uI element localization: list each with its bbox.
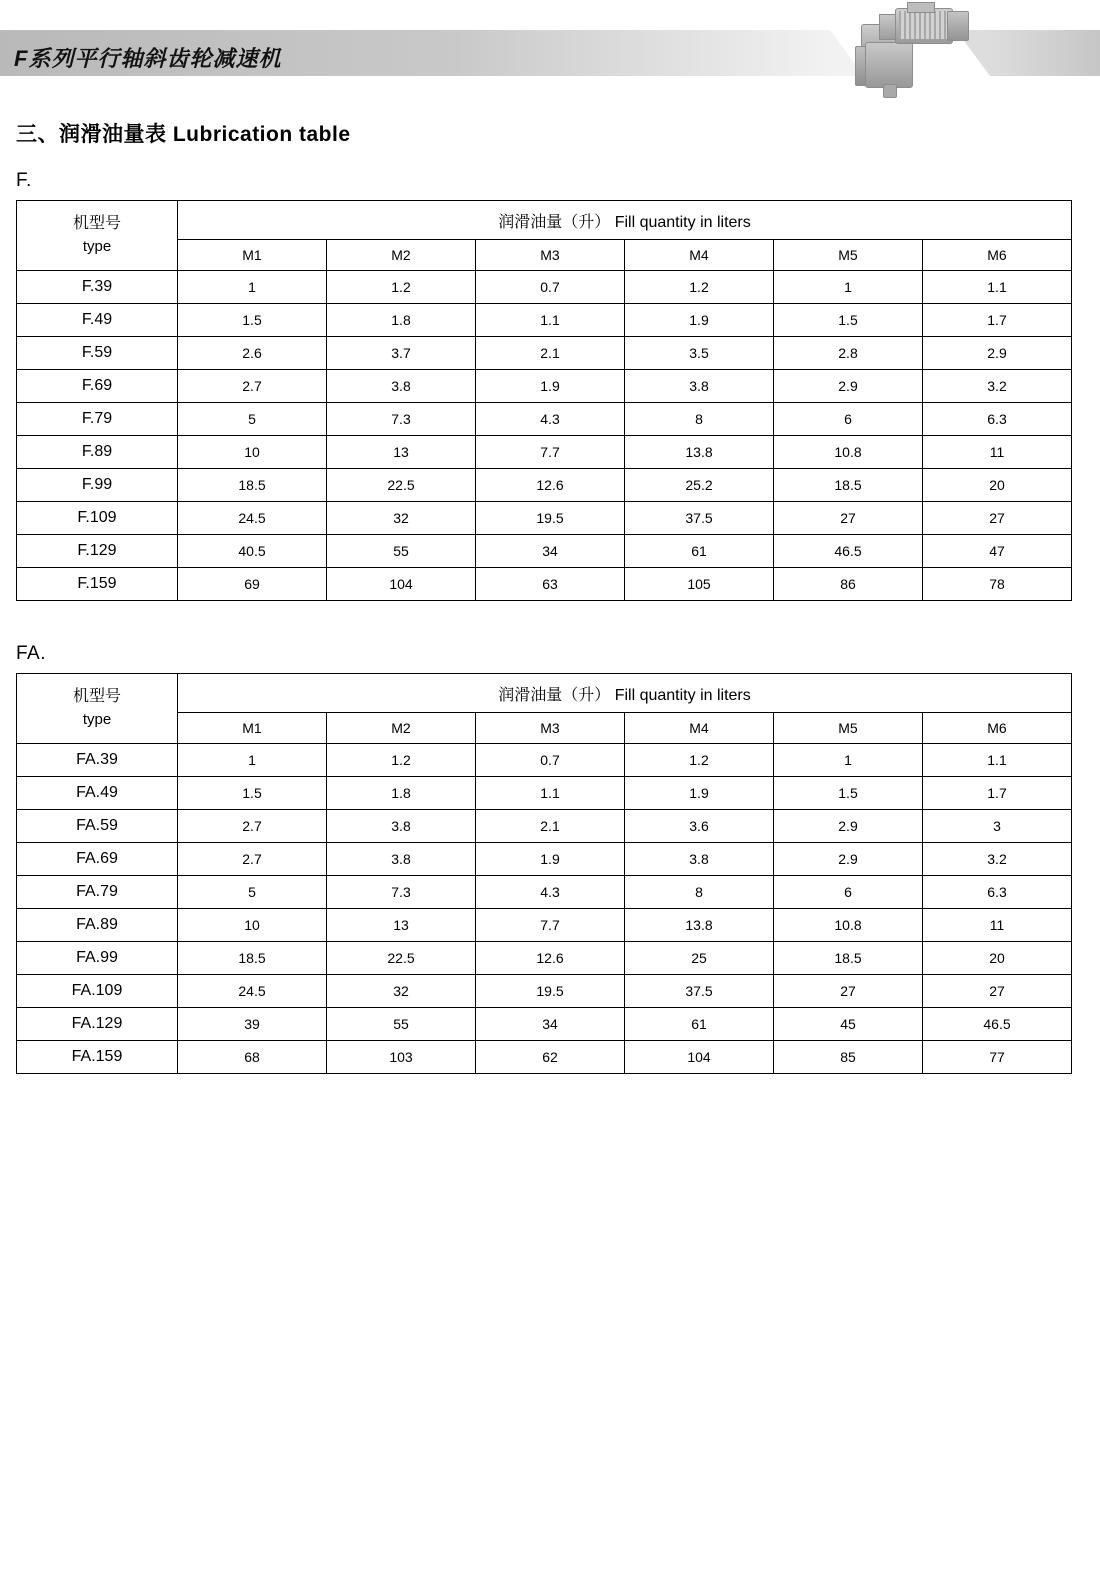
table-row [17,843,1072,876]
cell-m5: 1.5 [774,304,923,337]
page-content [0,118,1100,1074]
cell-m4: 8 [625,876,774,909]
cell-m4: 3.8 [625,843,774,876]
cell-m2: 3.7 [327,337,476,370]
row-type: FA.69 [17,843,178,876]
cell-m3: 19.5 [476,975,625,1008]
cell-m3: 7.7 [476,436,625,469]
table-label-fa: FA. [16,643,47,664]
header-banner-right [990,30,1100,76]
column-header-m6: M6 [923,240,1072,271]
cell-m5: 2.9 [774,843,923,876]
column-header-m5: M5 [774,240,923,271]
table-row [17,436,1072,469]
cell-m6: 2.9 [923,337,1072,370]
cell-m6: 20 [923,942,1072,975]
row-type: F.109 [17,502,178,535]
cell-m6: 77 [923,1041,1072,1074]
cell-m5: 2.8 [774,337,923,370]
cell-m2: 104 [327,568,476,601]
cell-m2: 1.2 [327,744,476,777]
row-type: FA.99 [17,942,178,975]
table-row [17,370,1072,403]
cell-m4: 25.2 [625,469,774,502]
cell-m4: 1.9 [625,777,774,810]
section-title [16,118,1084,148]
row-type: F.79 [17,403,178,436]
cell-m3: 1.9 [476,843,625,876]
cell-m6: 78 [923,568,1072,601]
cell-m2: 3.8 [327,843,476,876]
cell-m3: 7.7 [476,909,625,942]
cell-m2: 1.8 [327,304,476,337]
cell-m6: 47 [923,535,1072,568]
cell-m6: 20 [923,469,1072,502]
lubrication-table-fa [16,673,1072,1074]
cell-m4: 37.5 [625,502,774,535]
section-title-cn: 三、润滑油量表 [16,123,167,146]
cell-m2: 32 [327,502,476,535]
table-row [17,568,1072,601]
cell-m1: 18.5 [178,942,327,975]
row-type: F.39 [17,271,178,304]
cell-m5: 1.5 [774,777,923,810]
cell-m5: 6 [774,403,923,436]
cell-m2: 55 [327,535,476,568]
row-type: FA.109 [17,975,178,1008]
cell-m1: 68 [178,1041,327,1074]
cell-m4: 13.8 [625,436,774,469]
cell-m5: 45 [774,1008,923,1041]
cell-m6: 11 [923,909,1072,942]
cell-m6: 27 [923,975,1072,1008]
row-type: FA.59 [17,810,178,843]
row-type: F.159 [17,568,178,601]
column-header-m3: M3 [476,713,625,744]
cell-m4: 3.8 [625,370,774,403]
row-type: FA.49 [17,777,178,810]
cell-m1: 2.7 [178,810,327,843]
table-row [17,1008,1072,1041]
cell-m3: 4.3 [476,403,625,436]
type-header-en: type [82,711,112,729]
cell-m1: 24.5 [178,975,327,1008]
type-header-en: type [82,238,112,256]
cell-m1: 2.7 [178,370,327,403]
cell-m1: 2.6 [178,337,327,370]
cell-m3: 12.6 [476,942,625,975]
cell-m6: 6.3 [923,876,1072,909]
row-type: F.59 [17,337,178,370]
cell-m5: 10.8 [774,436,923,469]
cell-m3: 34 [476,1008,625,1041]
row-type: FA.89 [17,909,178,942]
cell-m4: 61 [625,535,774,568]
table-row [17,777,1072,810]
cell-m4: 1.9 [625,304,774,337]
cell-m6: 3.2 [923,370,1072,403]
cell-m4: 1.2 [625,744,774,777]
table-row [17,304,1072,337]
cell-m2: 32 [327,975,476,1008]
table-label-f: F. [16,170,32,191]
table-row [17,876,1072,909]
cell-m5: 2.9 [774,810,923,843]
cell-m3: 63 [476,568,625,601]
cell-m1: 1 [178,271,327,304]
table-row [17,337,1072,370]
cell-m1: 24.5 [178,502,327,535]
cell-m3: 4.3 [476,876,625,909]
column-header-m5: M5 [774,713,923,744]
table-row [17,975,1072,1008]
cell-m2: 3.8 [327,370,476,403]
column-header-m2: M2 [327,713,476,744]
row-type: F.49 [17,304,178,337]
table-row [17,271,1072,304]
table-row [17,1041,1072,1074]
cell-m4: 3.6 [625,810,774,843]
cell-m6: 1.7 [923,304,1072,337]
row-type: F.89 [17,436,178,469]
cell-m5: 27 [774,502,923,535]
group-header-cell: 润滑油量（升） Fill quantity in liters [178,201,1072,240]
group-header-cell: 润滑油量（升） Fill quantity in liters [178,674,1072,713]
cell-m4: 1.2 [625,271,774,304]
cell-m2: 13 [327,909,476,942]
cell-m1: 1.5 [178,777,327,810]
table-row [17,403,1072,436]
cell-m3: 12.6 [476,469,625,502]
cell-m4: 37.5 [625,975,774,1008]
cell-m5: 27 [774,975,923,1008]
cell-m6: 46.5 [923,1008,1072,1041]
cell-m4: 104 [625,1041,774,1074]
cell-m1: 1 [178,744,327,777]
cell-m2: 103 [327,1041,476,1074]
cell-m4: 3.5 [625,337,774,370]
cell-m3: 0.7 [476,744,625,777]
column-header-m1: M1 [178,240,327,271]
row-type: FA.159 [17,1041,178,1074]
cell-m6: 1.1 [923,744,1072,777]
cell-m3: 2.1 [476,810,625,843]
cell-m2: 13 [327,436,476,469]
cell-m1: 2.7 [178,843,327,876]
cell-m1: 40.5 [178,535,327,568]
cell-m5: 1 [774,744,923,777]
cell-m4: 8 [625,403,774,436]
cell-m3: 1.1 [476,777,625,810]
table-row [17,810,1072,843]
cell-m2: 1.2 [327,271,476,304]
cell-m5: 86 [774,568,923,601]
table-row [17,909,1072,942]
cell-m4: 61 [625,1008,774,1041]
cell-m3: 19.5 [476,502,625,535]
table-header-row [17,201,1072,240]
cell-m3: 2.1 [476,337,625,370]
cell-m1: 5 [178,876,327,909]
cell-m1: 10 [178,909,327,942]
table-header-row [17,674,1072,713]
cell-m6: 6.3 [923,403,1072,436]
cell-m5: 18.5 [774,469,923,502]
cell-m1: 5 [178,403,327,436]
row-type: FA.129 [17,1008,178,1041]
cell-m2: 1.8 [327,777,476,810]
cell-m2: 22.5 [327,469,476,502]
column-header-m6: M6 [923,713,1072,744]
cell-m2: 55 [327,1008,476,1041]
table-row [17,744,1072,777]
cell-m6: 3.2 [923,843,1072,876]
cell-m3: 34 [476,535,625,568]
cell-m5: 1 [774,271,923,304]
cell-m5: 46.5 [774,535,923,568]
cell-m6: 1.7 [923,777,1072,810]
column-header-m4: M4 [625,240,774,271]
column-header-m4: M4 [625,713,774,744]
table-row [17,535,1072,568]
cell-m1: 69 [178,568,327,601]
lubrication-table-f [16,200,1072,601]
column-header-m1: M1 [178,713,327,744]
cell-m2: 3.8 [327,810,476,843]
cell-m3: 1.1 [476,304,625,337]
section-title-en: Lubrication table [172,123,351,146]
type-header-cell [17,201,178,271]
header-title: F系列平行轴斜齿轮减速机 [14,46,282,71]
cell-m6: 1.1 [923,271,1072,304]
page-header [0,0,1100,100]
row-type: F.129 [17,535,178,568]
cell-m4: 25 [625,942,774,975]
table-row [17,502,1072,535]
cell-m3: 0.7 [476,271,625,304]
cell-m3: 1.9 [476,370,625,403]
cell-m1: 1.5 [178,304,327,337]
row-type: F.99 [17,469,178,502]
cell-m5: 6 [774,876,923,909]
cell-m5: 85 [774,1041,923,1074]
cell-m3: 62 [476,1041,625,1074]
cell-m5: 10.8 [774,909,923,942]
cell-m2: 7.3 [327,876,476,909]
cell-m5: 2.9 [774,370,923,403]
column-header-m2: M2 [327,240,476,271]
table-row [17,469,1072,502]
cell-m6: 3 [923,810,1072,843]
cell-m6: 11 [923,436,1072,469]
column-header-m3: M3 [476,240,625,271]
type-header-cn: 机型号 [72,215,121,233]
cell-m5: 18.5 [774,942,923,975]
row-type: FA.79 [17,876,178,909]
cell-m2: 22.5 [327,942,476,975]
cell-m2: 7.3 [327,403,476,436]
cell-m6: 27 [923,502,1072,535]
type-header-cn: 机型号 [72,688,121,706]
gearbox-icon [843,2,993,98]
table-row [17,942,1072,975]
cell-m4: 105 [625,568,774,601]
cell-m4: 13.8 [625,909,774,942]
type-header-cell [17,674,178,744]
cell-m1: 39 [178,1008,327,1041]
row-type: FA.39 [17,744,178,777]
cell-m1: 10 [178,436,327,469]
cell-m1: 18.5 [178,469,327,502]
row-type: F.69 [17,370,178,403]
